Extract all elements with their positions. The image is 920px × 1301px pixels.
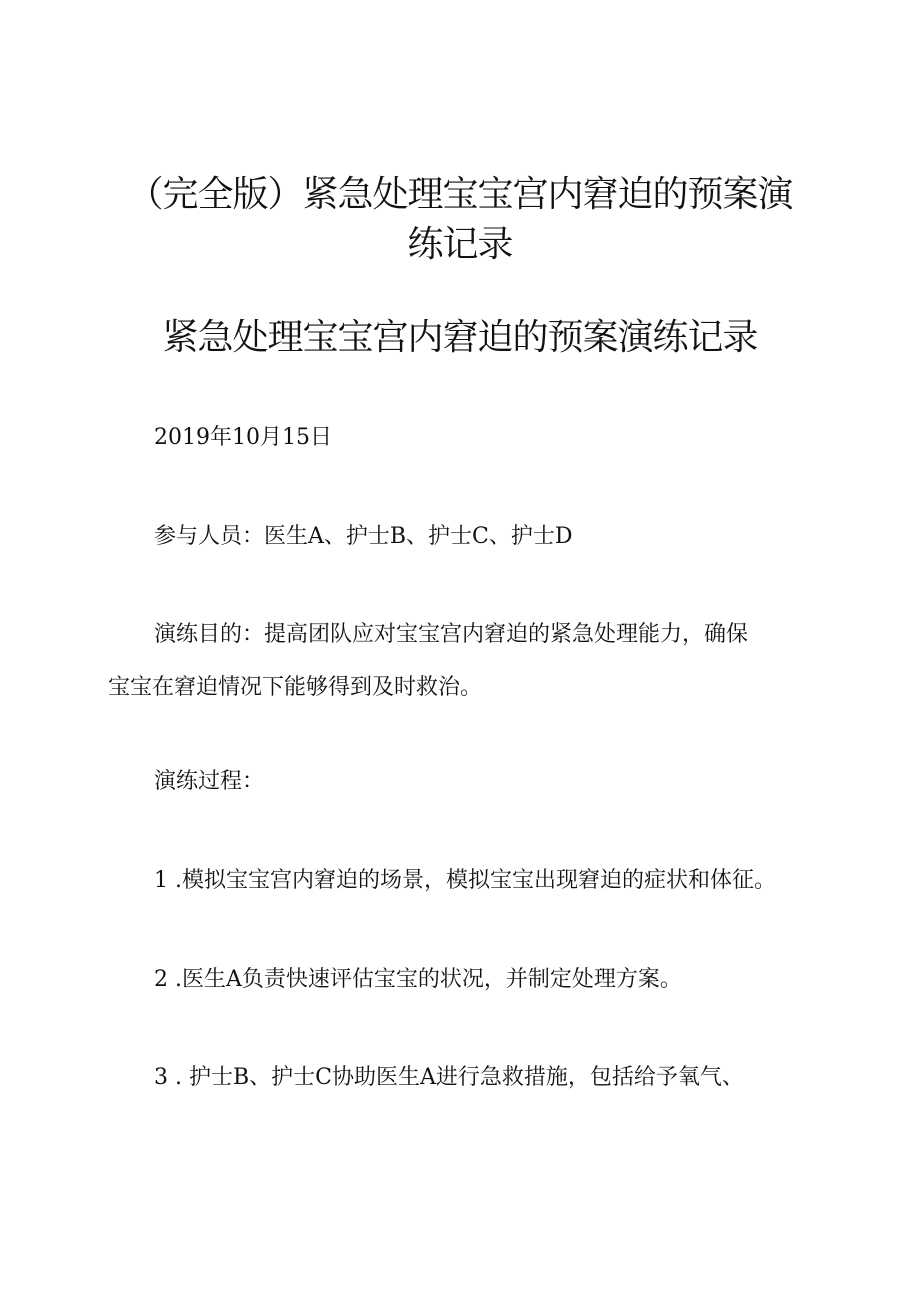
document-subtitle: 紧急处理宝宝宫内窘迫的预案演练记录 — [162, 317, 758, 358]
process-step-3: 3 . 护士B、护士C协助医生A进行急救措施，包括给予氧气、 — [154, 1065, 744, 1090]
participants-line: 参与人员：医生A、护士B、护士C、护士D — [154, 524, 573, 549]
document-title-line-2: 练记录 — [407, 224, 513, 265]
drill-date: 2019年10月15日 — [154, 425, 332, 450]
purpose-line-1: 演练目的：提高团队应对宝宝宫内窘迫的紧急处理能力，确保 — [154, 622, 749, 647]
process-step-1: 1 .模拟宝宝宫内窘迫的场景，模拟宝宝出现窘迫的症状和体征。 — [154, 868, 776, 893]
process-heading: 演练过程： — [154, 769, 265, 794]
document-title-line-1: （完全版）紧急处理宝宝宫内窘迫的预案演 — [127, 174, 793, 215]
process-step-2: 2 .医生A负责快速评估宝宝的状况，并制定处理方案。 — [154, 967, 682, 992]
purpose-line-2: 宝宝在窘迫情况下能够得到及时救治。 — [108, 675, 483, 700]
